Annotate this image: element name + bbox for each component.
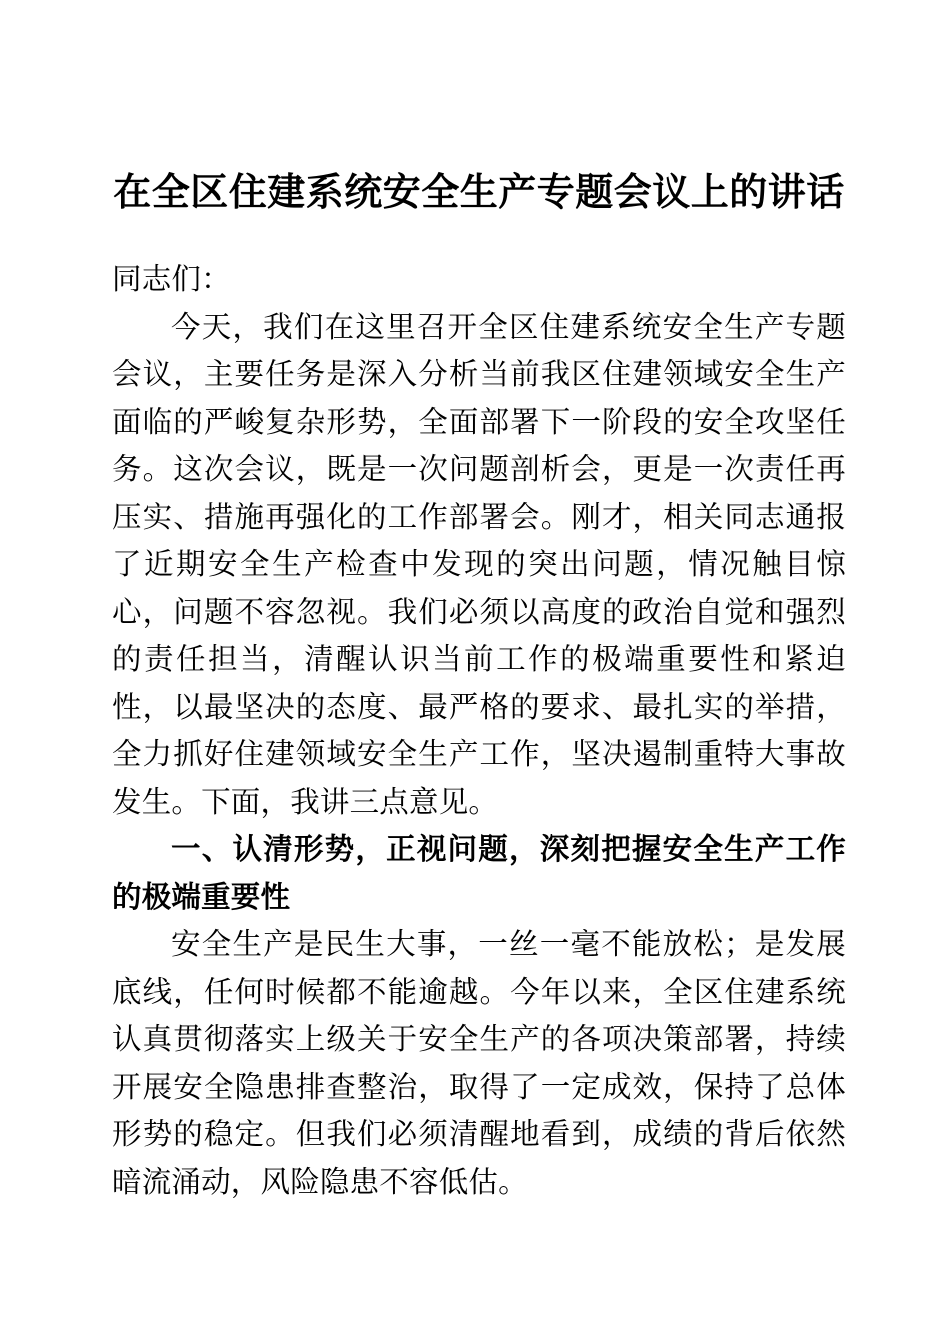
page-title: 在全区住建系统安全生产专题会议上的讲话 bbox=[113, 172, 845, 214]
salutation-line: 同志们： bbox=[112, 263, 231, 296]
opening-paragraph: 今天，我们在这里召开全区住建系统安全生产专题会议，主要任务是深入分析当前我区住建领域安全生产面临的严峻复杂形势，全面部署下一阶段的安全攻坚任务。这次会议，既是一次问题剖析会，更是一次责任再压实、措施再强化的工作部署会。刚才，相关同志通报了近期安全生产检查中发现的突出问题，情况触目惊心，问题不容忽视。我们必须以高度的政治自觉和强烈的责任担当，清醒认识当前工作的极端重要性和紧迫性，以最坚决的态度、最严格的要求、最扎实的举措，全力抓好住建领域安全生产工作，坚决遏制重特大事故发生。下面，我讲三点意见。 bbox=[112, 310, 846, 819]
section-one-paragraph: 安全生产是民生大事，一丝一毫不能放松；是发展底线，任何时候都不能逾越。今年以来，全区住建系统认真贯彻落实上级关于安全生产的各项决策部署，持续开展安全隐患排查整治，取得了一定成效，保持了总体形势的稳定。但我们必须清醒地看到，成绩的背后依然暗流涌动，风险隐患不容低估。 bbox=[112, 928, 846, 1199]
document-content bbox=[112, 0, 846, 1206]
section-heading-one: 一、认清形势，正视问题，深刻把握安全生产工作的极端重要性 bbox=[112, 833, 846, 914]
